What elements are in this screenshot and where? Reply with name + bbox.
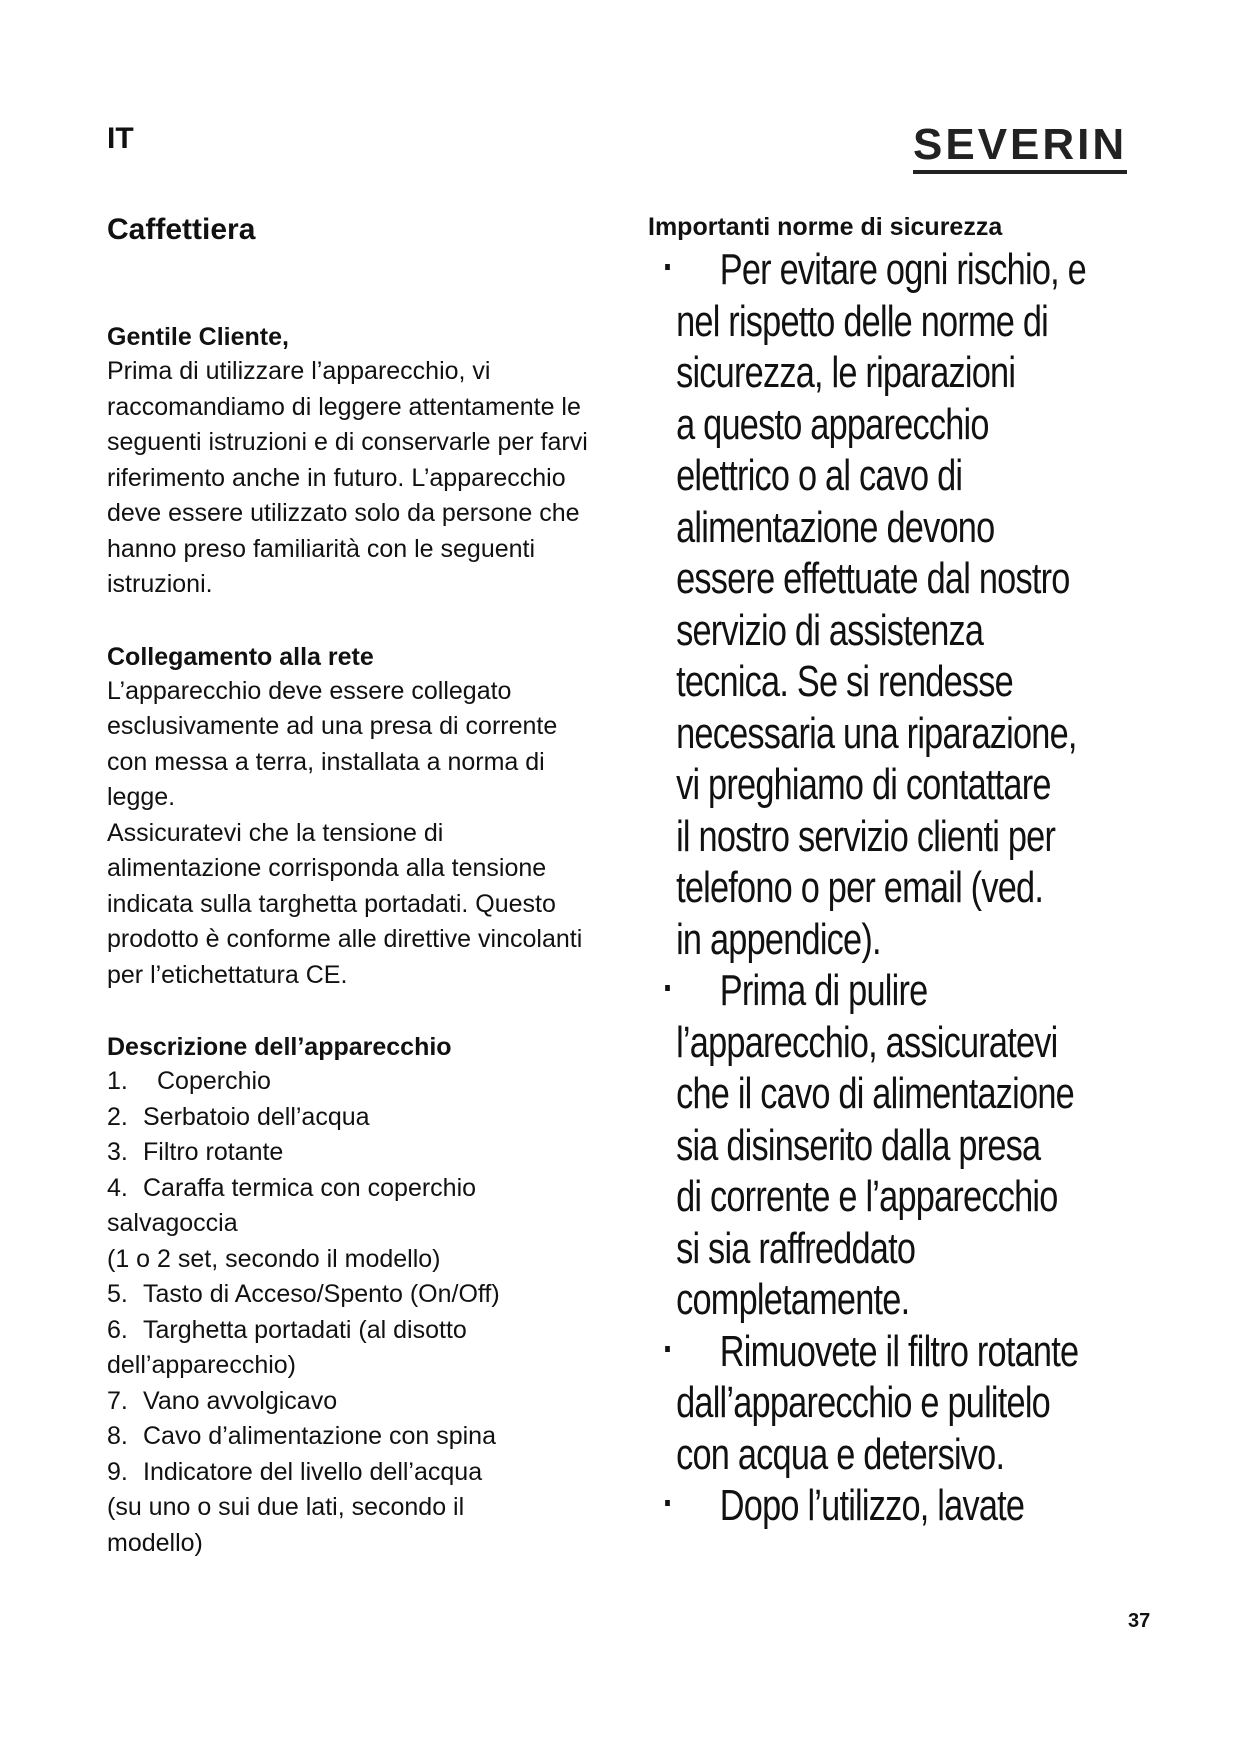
- list-item: [107, 1526, 627, 1562]
- list-item-number: 4.: [107, 1173, 128, 1202]
- safety-bullet-line: necessaria una riparazione,: [676, 708, 1077, 758]
- list-item: [107, 1348, 627, 1384]
- bullet-text: Dopo l’utilizzo, lavate: [719, 1481, 1025, 1530]
- safety-bullet-line: l’apparecchio, assicuratevi: [676, 1017, 1058, 1067]
- safety-bullet-line: il nostro servizio clienti per: [676, 811, 1056, 861]
- bullet-text: Per evitare ogni rischio, e: [719, 245, 1086, 294]
- bullet-icon: [665, 1346, 670, 1352]
- list-item: [107, 1277, 627, 1313]
- text-line: istruzioni.: [107, 570, 213, 598]
- safety-bullet-line: sicurezza, le riparazioni: [676, 348, 1016, 397]
- safety-bullet-line: telefono o per email (ved.: [676, 863, 1044, 912]
- safety-bullet-line: elettrico o al cavo di: [676, 451, 963, 500]
- text-line: Prima di utilizzare l’apparecchio, vi: [107, 357, 491, 385]
- left-column: [107, 210, 627, 1561]
- safety-bullet-line: tecnica. Se si rendesse: [676, 657, 1013, 706]
- right-column: [648, 210, 1208, 1532]
- connection-heading: Collegamento alla rete: [107, 642, 374, 671]
- text-line: seguenti istruzioni e di conservarle per farvi: [107, 428, 588, 456]
- list-item-number: 2.: [107, 1102, 128, 1131]
- list-item-text: Filtro rotante: [143, 1138, 284, 1166]
- list-item: [107, 1384, 627, 1420]
- document-title: Caffettiera: [107, 213, 256, 246]
- list-item-number: 1.: [107, 1067, 128, 1095]
- text-line: alimentazione corrisponda alla tensione: [107, 854, 547, 882]
- text-line: hanno preso familiarità con le seguenti: [107, 534, 536, 563]
- safety-bullet-line: a questo apparecchio: [676, 399, 989, 449]
- list-item-number: 8.: [107, 1422, 128, 1450]
- safety-bullet-line: che il cavo di alimentazione: [676, 1069, 1074, 1118]
- list-item-number: 9.: [107, 1457, 128, 1486]
- safety-heading: Importanti norme di sicurezza: [648, 213, 1003, 241]
- connection-section: [107, 640, 627, 994]
- list-item-text: Targhetta portadati (al disotto: [143, 1315, 467, 1344]
- language-code: IT: [107, 122, 134, 155]
- list-item: [107, 1135, 627, 1171]
- bullet-text: Rimuovete il filtro rotante: [719, 1326, 1079, 1376]
- list-item: [107, 1490, 627, 1526]
- list-item-text: Serbatoio dell’acqua: [143, 1102, 370, 1131]
- safety-bullets: [648, 244, 1208, 1532]
- text-line: Assicuratevi che la tensione di: [107, 818, 444, 847]
- bullet-text: Prima di pulire: [719, 966, 928, 1015]
- list-item-number: 6.: [107, 1315, 128, 1344]
- text-line: raccomandiamo di leggere attentamente le: [107, 392, 581, 421]
- text-line: prodotto è conforme alle direttive vincolanti: [107, 925, 583, 953]
- list-item-text: modello): [107, 1528, 203, 1557]
- list-item-number: 7.: [107, 1386, 128, 1415]
- safety-bullet-line: in appendice).: [676, 914, 881, 964]
- text-line: indicata sulla targhetta portadati. Questo: [107, 889, 556, 918]
- list-item-text: Vano avvolgicavo: [143, 1386, 338, 1415]
- safety-bullet-first-line: [648, 1326, 1085, 1378]
- connection-text: [107, 674, 627, 994]
- list-item-text: salvagoccia: [107, 1209, 238, 1237]
- list-item-number: 3.: [107, 1138, 128, 1166]
- list-item-text: Caraffa termica con coperchio: [143, 1173, 477, 1202]
- greeting-heading: Gentile Cliente,: [107, 323, 289, 351]
- list-item-text: dell’apparecchio): [107, 1351, 297, 1379]
- safety-bullet-line: essere effettuate dal nostro: [676, 554, 1070, 603]
- safety-bullet-line: servizio di assistenza: [676, 605, 984, 655]
- list-item: [107, 1419, 627, 1455]
- safety-bullet-line: nel rispetto delle norme di: [676, 296, 1049, 346]
- list-item-text: Tasto di Acceso/Spento (On/Off): [143, 1280, 500, 1308]
- list-item: [107, 1100, 627, 1136]
- text-line: con messa a terra, installata a norma di: [107, 747, 545, 776]
- text-line: legge.: [107, 783, 176, 811]
- text-line: deve essere utilizzato solo da persone che: [107, 499, 580, 527]
- list-item-number: 5.: [107, 1280, 128, 1308]
- parts-list: [107, 1064, 627, 1561]
- list-item: [107, 1455, 627, 1491]
- safety-bullet-first-line: [648, 965, 1085, 1017]
- list-item-text: Coperchio: [157, 1067, 271, 1095]
- list-item: [107, 1313, 627, 1349]
- list-item-text: (su uno o sui due lati, secondo il: [107, 1493, 465, 1521]
- page-number: 37: [1128, 1610, 1151, 1632]
- list-item: [107, 1171, 627, 1207]
- text-line: L’apparecchio deve essere collegato: [107, 676, 512, 705]
- safety-bullet-line: con acqua e detersivo.: [676, 1429, 1005, 1479]
- safety-bullet-line: vi preghiamo di contattare: [676, 760, 1051, 809]
- list-item-text: Cavo d’alimentazione con spina: [143, 1422, 496, 1450]
- safety-bullet-line: sia disinserito dalla presa: [676, 1120, 1041, 1170]
- safety-bullet-line: dall’apparecchio e pulitelo: [676, 1378, 1050, 1427]
- bullet-icon: [665, 1500, 670, 1506]
- list-item-text: Indicatore del livello dell’acqua: [143, 1457, 483, 1486]
- text-line: per l’etichettatura CE.: [107, 960, 348, 989]
- greeting-section: [107, 320, 627, 603]
- safety-bullet-first-line: [648, 1480, 1085, 1532]
- description-section: [107, 1030, 627, 1561]
- brand-logo: SEVERIN: [913, 122, 1127, 174]
- greeting-text: [107, 354, 627, 603]
- safety-bullet-line: alimentazione devono: [676, 502, 995, 552]
- safety-bullet-line: di corrente e l’apparecchio: [676, 1172, 1058, 1221]
- bullet-icon: [665, 264, 670, 270]
- text-line: riferimento anche in futuro. L’apparecchio: [107, 463, 566, 492]
- safety-bullet-line: si sia raffreddato: [676, 1223, 916, 1273]
- bullet-icon: [665, 985, 670, 991]
- safety-bullet-first-line: [648, 244, 1085, 296]
- list-item: [107, 1064, 627, 1100]
- list-item: [107, 1242, 627, 1278]
- description-heading: Descrizione dell’apparecchio: [107, 1033, 452, 1061]
- text-line: esclusivamente ad una presa di corrente: [107, 712, 558, 740]
- list-item: [107, 1206, 627, 1242]
- safety-bullet-line: completamente.: [676, 1275, 910, 1324]
- list-item-text: (1 o 2 set, secondo il modello): [107, 1244, 441, 1273]
